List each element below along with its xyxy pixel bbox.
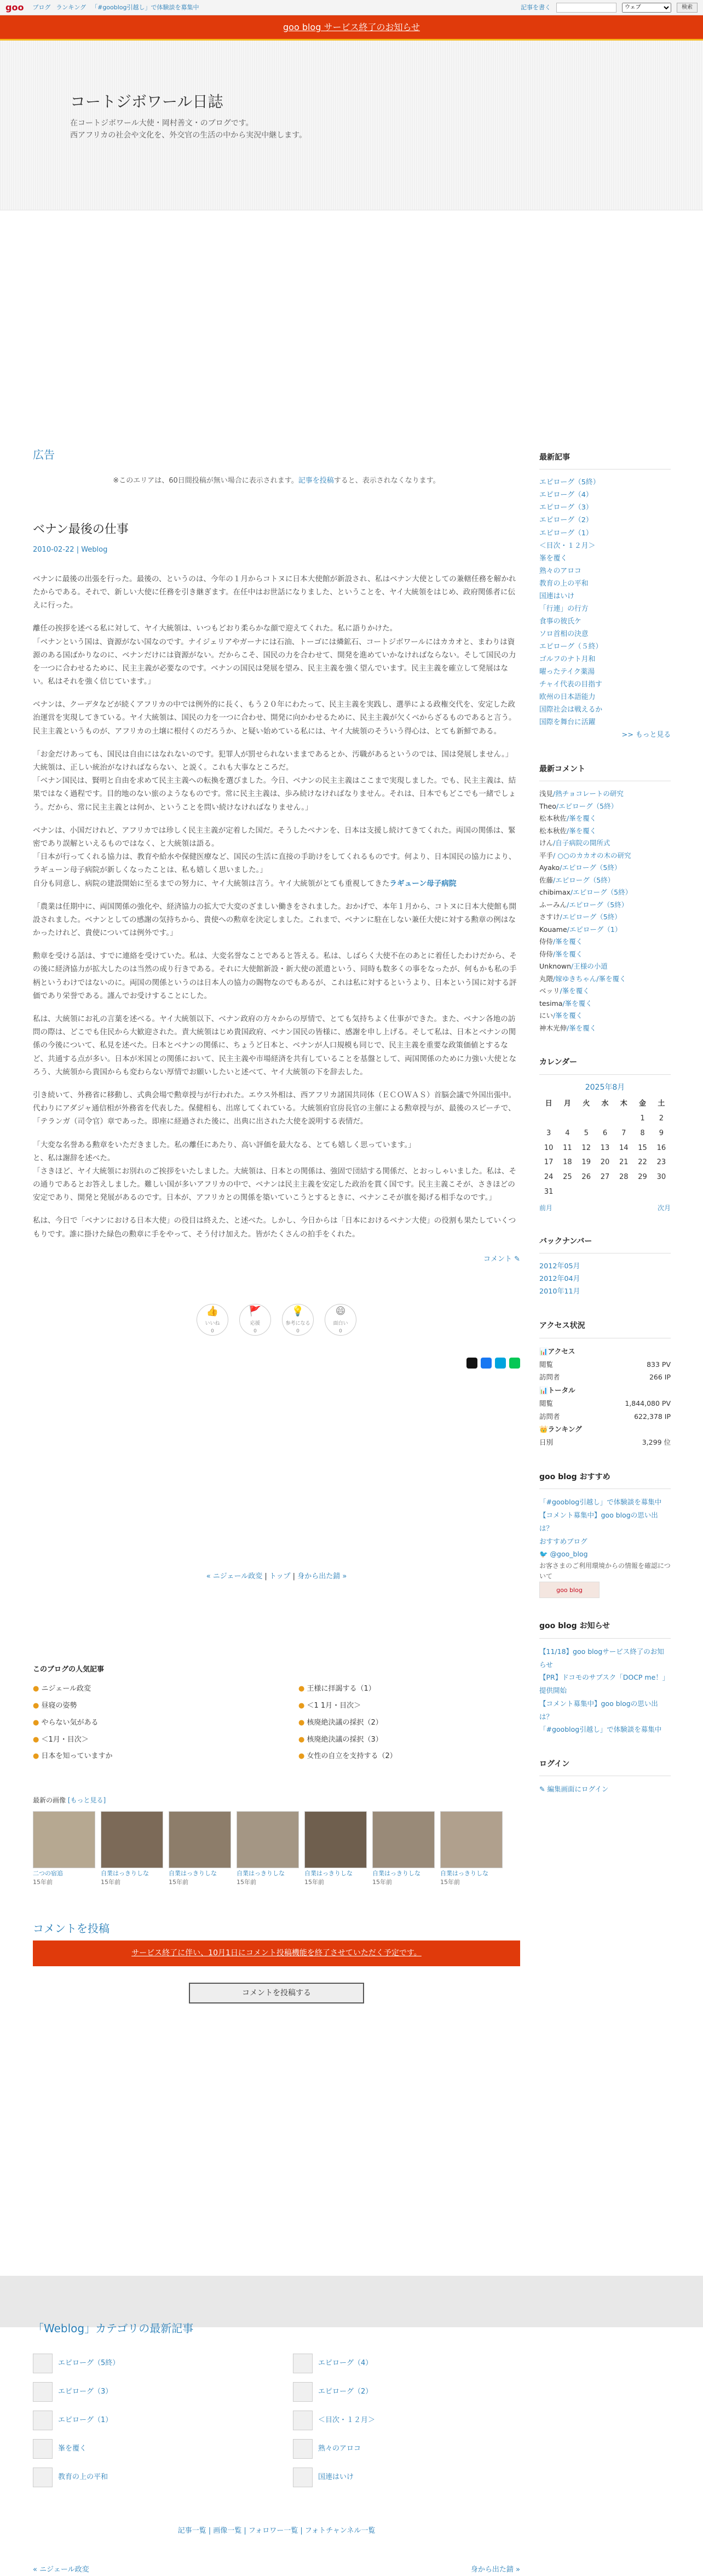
image-thumb[interactable]: 自業はっきりしな 15年前	[169, 1811, 231, 1887]
search-button[interactable]: 検索	[677, 3, 698, 13]
post-comment-button[interactable]: コメントを投稿する	[189, 1983, 364, 2003]
stat-label: 訪問者	[539, 1412, 560, 1421]
search-input[interactable]	[556, 3, 616, 13]
footer-prev-link[interactable]: « ニジェール政変	[33, 2565, 89, 2574]
post-paragraph: ベナンは、クーデタなどが続くアフリカの中では例外的に長く、もう２０年にわたって、民主主義を実践し、選挙による政権交代を、安定した政治運営を実現してきている。ヤイ大統領は、国民の力を一つに合わせ、開発に向かわせるために、民主主義が欠くべからざるものであると言う。民主主義というものが、アフリカの土壌に根付くのだろうか、と疑い始めている私には、ヤイ大統領のそういう得心は、とても新鮮である。	[33, 700, 516, 736]
calendar-day: 21	[619, 1158, 629, 1167]
footer-pager	[33, 2564, 520, 2576]
calendar-day: 10	[544, 1143, 554, 1152]
post-meta: 2010-02-22 | Weblog	[33, 545, 108, 554]
calendar-day: 23	[656, 1158, 666, 1167]
global-bar	[0, 0, 703, 15]
calendar-day	[577, 1112, 596, 1126]
calendar-day	[633, 1185, 652, 1200]
post-paragraph: ベナンに最後の出張を行った。最後の、というのは、今年の１月からコトヌに日本大使館が新設され、私はベナン大使としての兼轄任務を解かれたからである。それで、新しい大使に任務を引き継ぎます。在任中はお世話になりました、ということを、ヤイ大統領をはじめ、政府関係者に伝えに行った。	[33, 574, 516, 610]
stat-label: 閲覧	[539, 1360, 554, 1369]
comment-end-notice[interactable]: サービス終了に伴い、10月1日にコメント投稿機能を終了させていただく予定です。	[33, 1940, 520, 1966]
more-images-link[interactable]: [もっと見る]	[67, 1796, 106, 1805]
post-paragraph: 私は、大統領にお礼の言葉を述べる。ヤイ大統領以下、ベナン政府の方々からの厚情で、とても気持ちよく仕事ができた。また、ベナン各地の訪問の際は、どこでも住民から大歓迎された。責大統領はじめ貴国政府、ベナン国民の皆様に、感謝を申し上げる。そして私は、日本とベナンの関係の今後について、私見を述べた。日本とベナンの関係に、ちょうど日本と、ベナンが人口規模も同じで、民主主義を重要な政策価値とするなど、共通する点が多い。日本が米国との関係において、民主主義や市場経済を共有していることを基盤として、両国関係のために力強い大使となろう、大統領から貴国からも変わらない厚情でお願いしたいと述べて、ヤイ大統領の下を辞去した。	[33, 1015, 517, 1077]
post-highlight-link[interactable]: ラギューン母子病院	[389, 879, 457, 888]
gbar-link-ranking[interactable]: ランキング	[56, 3, 87, 11]
calendar-day	[614, 1185, 633, 1200]
footer-next-link[interactable]: 身から出た錆 »	[470, 2565, 520, 2574]
reaction-helpful-button[interactable]: 💡 参考になる 0	[282, 1304, 314, 1336]
calendar-day	[652, 1185, 671, 1200]
category-item[interactable]: エピローグ（5終）	[33, 2354, 260, 2373]
blog-header	[0, 41, 703, 210]
popular-item[interactable]: ● ＜1月・目次＞	[33, 1734, 255, 1746]
recent-item[interactable]: エピローグ（５終）	[539, 642, 603, 651]
calendar-day: 13	[600, 1143, 610, 1152]
calendar-day: 1	[640, 1114, 645, 1123]
stat-value: 833 PV	[647, 1360, 671, 1369]
backnumber-item[interactable]: 2010年11月	[539, 1287, 580, 1296]
post-paragraph: ベナンは、小国だけれど、アフリカでは珍しく民主主義が定着した国だ。そうしたベナンを、日本は支援し続けてきてくれた。両国の関係は、緊密であり誤解といえるものではなく、と大統領は語る。 「日本が行ってくれる協力は、教育や給水や保健医療など、国民の生活に直接の手助けをしてくれるものです。何より、日本国民の協力により、ラギューン母子病院が新しくなったことは、私も嬉しく思いました。」 自分も同意し、病院の建設開始に至るまでの努力に、ヤイ大統領は言う。ヤイ大統領がとても重視してきたラギューン母子病院	[33, 826, 516, 888]
weekday: 金	[639, 1100, 647, 1108]
stat-value: 622,378 IP	[634, 1412, 671, 1421]
twitter-icon: 🐦	[539, 1550, 550, 1559]
stat-label: 訪問者	[539, 1373, 560, 1382]
image-thumb[interactable]: 自業はっきりしな 15年前	[101, 1811, 163, 1887]
recommend-note[interactable]: お客さまのご利用環境からの情報を確認について	[539, 1562, 671, 1581]
recent-item[interactable]: エピローグ（4）	[539, 491, 593, 500]
category-item[interactable]: 教育の上の平和	[33, 2468, 260, 2487]
post-paragraph: 引き続いて、外務省に移動し、式典会場で勲章授与が行われた。エウス外相は、西アフリカ諸国共同体（ＥＣＯＷＡＳ）首脳会議で外国出張中。代わりにアダジャ通信相が外務省を代表した。保健相も、出席してくれている。大統領府官房長官の主催による勲章授与が、最後のスピーチで、「テランガ（司令官）章であった。即座に経過された後に、出典に出された大使を説明する表情だ。	[33, 1090, 516, 1126]
top-link[interactable]: トップ	[269, 1572, 291, 1581]
thumb-image[interactable]	[372, 1811, 435, 1868]
recent-comments	[539, 763, 671, 1034]
category-latest	[33, 2320, 520, 2576]
calendar-day: 8	[640, 1129, 645, 1137]
category-heading: 「Weblog」カテゴリの最新記事	[33, 2322, 194, 2335]
post-thumb-icon	[33, 2439, 53, 2459]
calendar-day: 20	[600, 1158, 610, 1167]
calendar-day	[539, 1112, 558, 1126]
service-end-banner[interactable]	[0, 15, 703, 41]
popular-item[interactable]: ● 核廃絶決議の採択（2）	[298, 1718, 520, 1729]
backnumber	[539, 1235, 671, 1298]
image-thumb[interactable]: 自業はっきりしな 15年前	[304, 1811, 367, 1887]
service-end-link[interactable]: goo blog サービス終了のお知らせ	[283, 21, 420, 32]
post-thumb-icon	[293, 2439, 313, 2459]
twitter-link[interactable]: 🐦 @goo_blog	[539, 1550, 588, 1559]
access-heading: アクセス状況	[539, 1320, 671, 1338]
category-item[interactable]: ＜目次・１２月＞	[293, 2411, 520, 2430]
stat-label: 日別	[539, 1438, 554, 1447]
facebook-share-icon[interactable]	[481, 1358, 492, 1369]
post-title[interactable]: ベナン最後の仕事	[33, 522, 129, 536]
calendar-day: 28	[619, 1173, 629, 1182]
sidebar	[539, 451, 671, 1818]
calendar-day: 15	[638, 1143, 647, 1152]
calendar-day	[558, 1185, 577, 1200]
popular-item[interactable]: ● 昼寝の姿勢	[33, 1701, 255, 1712]
thumb-image[interactable]	[237, 1811, 299, 1868]
reaction-cheer-button[interactable]: 🚩 応援 0	[239, 1304, 271, 1336]
comment-item[interactable]: 丸隈/嫁ゆきちゃん/峯を覆く	[539, 974, 626, 983]
stat-value: 3,299 位	[642, 1438, 671, 1447]
comment-item[interactable]: chibimax/エピローグ（5終）	[539, 888, 632, 897]
lightbulb-icon: 💡	[291, 1305, 304, 1317]
image-thumb[interactable]: 自業はっきりしな 15年前	[237, 1811, 299, 1887]
popular-heading: このブログの人気記事	[33, 1665, 105, 1674]
recent-more-link[interactable]: >> もっと見る	[621, 731, 671, 740]
backnumber-heading: バックナンバー	[539, 1235, 671, 1253]
comment-link[interactable]: コメント ✎	[483, 1255, 520, 1263]
calendar-day: 27	[600, 1173, 610, 1182]
comment-item[interactable]: 侍侍/峯を覆く	[539, 937, 583, 946]
post-thumb-icon	[293, 2354, 313, 2373]
post-category[interactable]: Weblog	[81, 545, 108, 554]
write-post-link[interactable]: 記事を書く	[521, 3, 551, 11]
post-thumb-icon	[33, 2382, 53, 2402]
popular-item[interactable]: ● ニジェール政変	[33, 1684, 255, 1695]
next-post-link[interactable]: 身から出た錆 »	[297, 1572, 347, 1581]
prev-post-link[interactable]: « ニジェール政変	[206, 1572, 263, 1581]
login-heading: ログイン	[539, 1758, 671, 1776]
recommend-item[interactable]: 「#gooblog引越し」で体験談を募集中	[539, 1498, 662, 1507]
popular-item[interactable]: ● 女性の自立を支持する（2）	[298, 1751, 520, 1762]
thumb-image[interactable]	[101, 1811, 163, 1868]
post-paragraph: 私は、今日で「ベナンにおける日本大使」の役目は終えた、と述べた。しかし、今日からは「日本におけるベナン大使」の役割も果たしていくつもりです。誰に掛けた緑色の勲章に手をやって、そう付け加えた。皆がたくさんの拍手をくれた。	[33, 1216, 516, 1239]
comment-item[interactable]: tesima/峯を覆く	[539, 999, 592, 1007]
calendar-day: 5	[584, 1129, 589, 1137]
news-item[interactable]: 【コメント募集中】goo blogの思い出は？	[539, 1699, 658, 1721]
weekday: 火	[583, 1100, 590, 1108]
comment-item[interactable]: ふーみん/エピローグ（5終）	[539, 900, 629, 909]
total-subheading: 📊 トータル	[539, 1384, 671, 1397]
comment-item[interactable]: Kouame/エピローグ（1）	[539, 925, 622, 934]
recent-item[interactable]: ソロ首相の決意	[539, 629, 589, 638]
calendar	[539, 1056, 671, 1213]
thumb-image[interactable]	[304, 1811, 367, 1868]
flag-icon: 🚩	[249, 1305, 262, 1317]
comment-item[interactable]: けん/自子病院の開所式	[539, 839, 610, 848]
post-thumb-icon	[33, 2354, 53, 2373]
calendar-day: 25	[563, 1173, 572, 1182]
recent-item[interactable]: 国際社会は戦えるか	[539, 705, 603, 714]
comment-item[interactable]: Unknown/王様の小道	[539, 962, 608, 971]
popular-item[interactable]: ● 日本を知っていますか	[33, 1751, 255, 1762]
news-heading: goo blog お知らせ	[539, 1620, 671, 1638]
gbar-link-blog[interactable]: ブログ	[32, 3, 51, 11]
popular-item[interactable]: ● やらない気がある	[33, 1718, 255, 1729]
comment-item[interactable]: 佐藤/エピローグ（5終）	[539, 875, 615, 884]
line-share-icon[interactable]	[509, 1358, 520, 1369]
post-pager: « ニジェール政変 | トップ | 身から出た錆 »	[206, 1572, 347, 1581]
latest-images-heading: 最新の画像 [もっと見る]	[33, 1796, 106, 1805]
ad-note: ※このエリアは、60日間投稿が無い場合に表示されます。記事を投稿すると、表示されなくなります。	[113, 477, 440, 485]
weekday: 日	[545, 1100, 552, 1108]
image-thumb[interactable]: 二つの宿追 15年前	[33, 1811, 95, 1887]
category-item[interactable]: エピローグ（3）	[33, 2382, 260, 2402]
calendar-day: 12	[581, 1143, 591, 1152]
calendar-day: 14	[619, 1143, 629, 1152]
post-paragraph: 「農業は任期中に、両国関係の強化や、経済協力の拡大で大変のざましい働きをされました。おかげで、本年１月から、コトヌに日本大使館も開設されました。ベナンとしての感謝の気持ちから、貴使への勲章を決定しました。これまで、ベナンに駐在しない兼任大使に対する勲章の例はなかったけれど、貴使については例外です。」	[33, 902, 517, 938]
category-item[interactable]: エピローグ（2）	[293, 2382, 520, 2402]
share-buttons	[33, 1358, 520, 1369]
calendar-day	[596, 1185, 614, 1200]
calendar-heading: カレンダー	[539, 1056, 671, 1074]
calendar-day	[596, 1112, 614, 1126]
popular-item[interactable]: ● 核廃絶決議の採択（3）	[298, 1734, 520, 1746]
image-thumb[interactable]: 自業はっきりしな 15年前	[440, 1811, 503, 1887]
thumb-image[interactable]	[33, 1811, 95, 1868]
comment-item[interactable]: にい/峯を覆く	[539, 1011, 583, 1020]
calendar-next-month[interactable]: 次月	[657, 1204, 671, 1212]
calendar-day: 31	[544, 1188, 554, 1196]
crown-icon: 👑	[539, 1425, 548, 1434]
comment-item[interactable]: Theo/エピローグ（5終）	[539, 802, 618, 810]
calendar-day: 22	[638, 1158, 647, 1167]
gbar-promo[interactable]: 「#gooblog引越し」で体験談を募集中	[91, 3, 199, 11]
calendar-day: 16	[656, 1143, 666, 1152]
category-item[interactable]: エピローグ（1）	[33, 2411, 260, 2430]
write-post-link-inline[interactable]: 記事を投稿	[298, 477, 334, 485]
reaction-buttons	[33, 1304, 520, 1336]
calendar-day: 24	[544, 1173, 554, 1182]
recent-item[interactable]: エピローグ（1）	[539, 529, 593, 537]
smile-icon: 😄	[335, 1305, 346, 1317]
recent-item[interactable]: エピローグ（3）	[539, 503, 593, 512]
thumb-image[interactable]	[169, 1811, 231, 1868]
post-thumb-icon	[293, 2382, 313, 2402]
post-thumb-icon	[33, 2411, 53, 2430]
recent-item[interactable]: 国際を舞台に活躍	[539, 718, 596, 726]
blog-description: 在コートジボワール大使・岡村善文・のブログです。 西アフリカの社会や文化を、外交官の生活の中から実況中継します。	[70, 119, 307, 140]
recent-item[interactable]: ゴルフのナト月和	[539, 655, 596, 663]
latest-images	[33, 1811, 520, 1887]
weekday: 水	[601, 1100, 609, 1108]
comments-heading: 最新コメント	[539, 763, 671, 781]
weekday: 土	[658, 1100, 665, 1108]
post-paragraph: 「お金だけあっても、国民は自由にはなれないのです。犯罪人が罰せられないままであるとか、汚職があるというのでは、国は発展しません。」 大統領は、正しい統治がなければならない、と説く。これも大事なところだ。 「ベナン国民は、賢明と自由を求めて民主主義への転換を選びました。今日、ベナンの民主主義はここまで実現しました。でも、民主主義は、結果ではなく過程です。目的地のない旅のようなものです。常に民主主義は、歩み続けなければなりません。それは、日本でもどこでも一緒でしょう。だから、常に民主主義とは何か、ということを問い続けなければなりません。」	[33, 749, 516, 812]
news-item[interactable]: 「#gooblog引越し」で体験談を募集中	[539, 1725, 662, 1734]
reaction-funny-button[interactable]: 😄 面白い 0	[325, 1304, 356, 1336]
popular-posts	[33, 1664, 520, 1762]
news	[539, 1620, 671, 1736]
recent-posts	[539, 451, 671, 741]
post-paragraph: 勲章を受ける話は、すでに連絡を受けていた。私は、大変名誉なことであると答える。私は、しばらく大使不在のあとに着任したわけだから、その後に経済協力が拡大したのは当然の成り行きである。それに大使館新設・新大使の派遣という、同時も数多くの事をなったが、何もかも私の手柄というわけではないのに。両国の関係というのは日本人の協力の賜物なのでもあるが、これは私に対するというより、日本という国に対する評価であり栄誉である。謹んでお受けすることにした。	[33, 952, 517, 1000]
recent-item[interactable]: 峯を覆く	[539, 554, 568, 563]
category-item[interactable]: エピローグ（4）	[293, 2354, 520, 2373]
calendar-day: 7	[621, 1129, 626, 1137]
calendar-day	[577, 1185, 596, 1200]
comment-item[interactable]: 神木光伸/峯を覆く	[539, 1023, 597, 1032]
recent-item[interactable]: チャイ代表の目指す	[539, 680, 602, 689]
recent-item[interactable]: 「行連」の行方	[539, 604, 589, 613]
calendar-day: 17	[544, 1158, 554, 1167]
calendar-day: 30	[656, 1173, 666, 1182]
calendar-day: 6	[602, 1129, 608, 1137]
popular-item[interactable]: ● ＜1 1月・目次＞	[298, 1701, 520, 1712]
calendar-table	[539, 1081, 671, 1200]
access-stats	[539, 1320, 671, 1449]
stat-label: 閲覧	[539, 1399, 554, 1407]
search-scope-select[interactable]	[622, 3, 671, 13]
hatena-share-icon[interactable]	[495, 1358, 506, 1369]
pencil-icon: ✎	[539, 1785, 548, 1794]
blog-title[interactable]: コートジボワール日誌	[70, 93, 223, 111]
thumbs-up-icon: 👍	[206, 1305, 219, 1317]
comment-item[interactable]: さすけ/エピローグ（5終）	[539, 913, 621, 921]
comment-item[interactable]: 平手/ ○○のカカオの木の研究	[539, 851, 631, 860]
stat-value: 1,844,080 PV	[625, 1399, 671, 1407]
post-thumb-icon	[33, 2468, 53, 2487]
calendar-day	[614, 1112, 633, 1126]
comment-item[interactable]: 浅見/熱チョコレートの研究	[539, 789, 624, 798]
calendar-day: 2	[659, 1114, 664, 1123]
recent-item[interactable]: 欧州の日本語能力	[539, 692, 596, 701]
image-thumb[interactable]: 自業はっきりしな 15年前	[372, 1811, 435, 1887]
category-item[interactable]: 熟々のアロコ	[293, 2439, 520, 2459]
comment-item[interactable]: 松本秋佐/峯を覆く	[539, 814, 597, 823]
post-body	[33, 573, 520, 1241]
post-paragraph: 離任の挨拶を述べる私に対して、ヤイ大統領は、いつもどおり柔らかな顔で迎えてくれた。私に語りかけた。 「ベナンという国は、資源がない国なのです。ナイジェリアやガーナには石油、トーゴには燐鉱石、コートジボワールにはカカオと、まわりは資源のある国ばかりなのに、ベナンだけには資源がない。だからこそ、国民の力を合わせて、開発を進めていかなければならない。そして国民の力を一つに合わせるために、民主主義が必要なのです。ベナンの国民は発展を望み、民主主義を強く望んでいます。民主主義を確立して発展はない。私はそれを強く信じています。」	[33, 624, 516, 686]
recent-item[interactable]: 熟々のアロコ	[539, 566, 581, 575]
recommend-heading: goo blog おすすめ	[539, 1471, 671, 1489]
recent-item[interactable]: 食事の彼氏ケ	[539, 617, 581, 626]
reaction-like-button[interactable]: 👍 いいね 0	[197, 1304, 228, 1336]
calendar-day: 4	[565, 1129, 570, 1137]
calendar-month: 2025年8月	[585, 1083, 625, 1092]
category-item[interactable]: 峯を覆く	[33, 2439, 260, 2459]
calendar-day: 9	[659, 1129, 664, 1137]
main-column	[33, 446, 520, 2003]
weekday: 月	[563, 1100, 571, 1108]
comment-item[interactable]: Ayako/エピローグ（5終）	[539, 863, 621, 872]
comment-item[interactable]: ベッリ/峯を覆く	[539, 987, 590, 995]
calendar-day: 11	[563, 1143, 572, 1152]
goo-blog-badge[interactable]: goo blog	[539, 1582, 600, 1598]
backnumber-item[interactable]: 2012年05月	[539, 1262, 580, 1271]
recommend-item[interactable]: おすすめブログ	[539, 1537, 587, 1545]
news-item[interactable]: 【PR】ドコモのサブスク「DOCP me！」提供開始	[539, 1673, 670, 1695]
recent-item[interactable]: 国連はいけ	[539, 592, 574, 600]
calendar-day: 3	[546, 1129, 551, 1137]
thumb-image[interactable]	[440, 1811, 503, 1868]
login-box	[539, 1758, 671, 1796]
recent-item[interactable]: 教育の上の平和	[539, 579, 589, 588]
post-thumb-icon	[293, 2468, 313, 2487]
post-paragraph: 「大変な名誉ある勲章をいただきました。私の離任にあたり、高い評価を最大なる、とても嬉しく思っています。」 と、私は謝辞を述べた。 「さきほど、ヤイ大統領にお別れのご挨拶をいたしました。大統領は、日本との関係は、強固で団結する関係だ、とおっしゃいました。私は、その通りであるとお答えしました。難しい国が多いアフリカの中で、ベナンは民主主義を安定した政治を貫く国です。民主主義こそが、さきほどの安定であり、開発と発展があるのです。日本が、アフリカとの関係を築いていこうとするときに、ベナンこそが旗を掲げる相手なのです。」	[33, 1140, 517, 1203]
chart-icon: 📊	[539, 1386, 548, 1395]
calendar-day: 29	[638, 1173, 647, 1182]
backnumber-item[interactable]: 2012年04月	[539, 1275, 580, 1284]
news-item[interactable]: 【11/18】goo blogサービス終了のお知らせ	[539, 1647, 664, 1669]
stat-value: 266 IP	[649, 1373, 671, 1382]
chart-icon: 📊	[539, 1347, 548, 1355]
calendar-day	[558, 1112, 577, 1126]
calendar-day: 26	[581, 1173, 591, 1182]
comment-item[interactable]: 松本秋佐/峯を覆く	[539, 826, 597, 835]
comment-item[interactable]: 侍侍/峯を覆く	[539, 949, 583, 958]
recent-item[interactable]: エピローグ（5終）	[539, 478, 600, 487]
ranking-subheading: 👑 ランキング	[539, 1423, 671, 1436]
post-thumb-icon	[293, 2411, 313, 2430]
recent-item[interactable]: ＜目次・１２月＞	[539, 541, 596, 550]
recent-item[interactable]: エピローグ（2）	[539, 516, 593, 525]
login-link[interactable]: ✎ 編集画面にログイン	[539, 1785, 609, 1794]
recommend	[539, 1471, 671, 1599]
pencil-icon: ✎	[514, 1255, 520, 1263]
recent-heading: 最新記事	[539, 451, 671, 470]
list-links[interactable]: 記事一覧 | 画像一覧 | フォロワー一覧 | フォトチャンネル一覧	[177, 2527, 376, 2535]
ad-label: 広告	[33, 448, 55, 461]
weekday: 木	[620, 1100, 627, 1108]
x-share-icon[interactable]	[466, 1358, 477, 1369]
calendar-day: 18	[563, 1158, 572, 1167]
category-item[interactable]: 国連はいけ	[293, 2468, 520, 2487]
goo-logo[interactable]: goo	[5, 2, 24, 13]
recommend-item[interactable]: 【コメント募集中】goo blogの思い出は？	[539, 1511, 658, 1532]
comment-post-heading: コメントを投稿	[33, 1922, 110, 1936]
access-subheading: 📊 アクセス	[539, 1345, 671, 1358]
popular-item[interactable]: ● 王様に拝謁する（1）	[298, 1684, 520, 1695]
calendar-prev-month[interactable]: 前月	[539, 1204, 553, 1212]
calendar-day: 19	[581, 1158, 591, 1167]
recent-item[interactable]: 曜ったテイク薬湯	[539, 667, 595, 676]
